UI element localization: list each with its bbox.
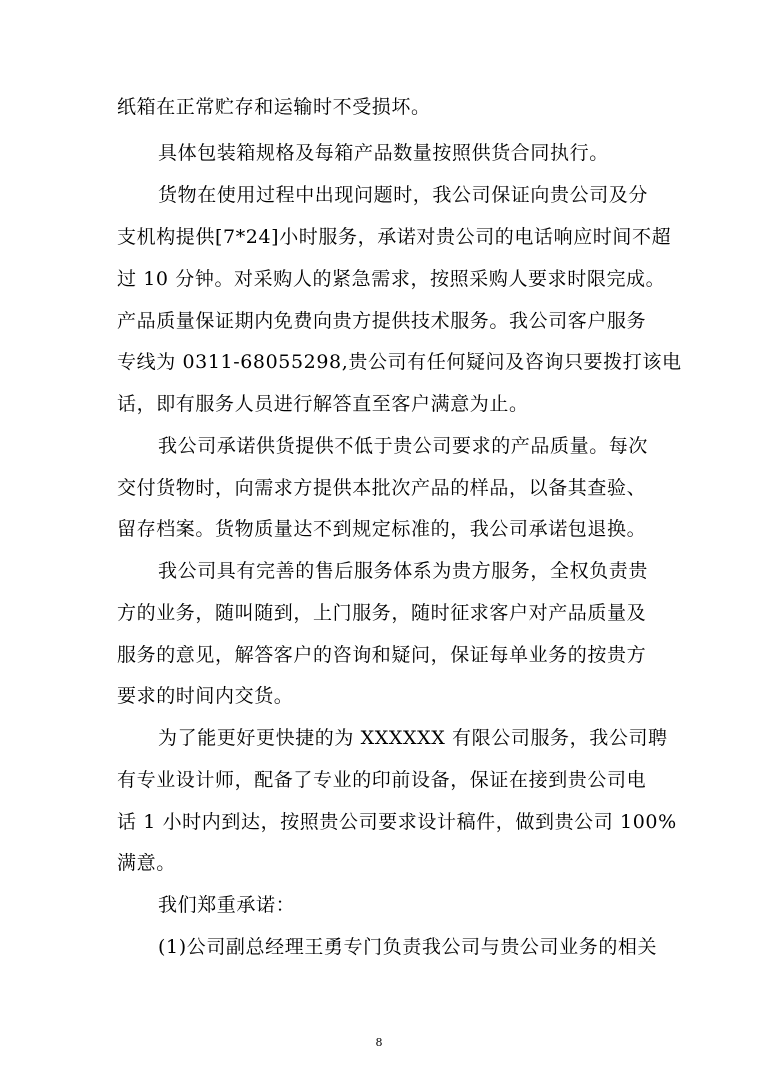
text-line-15: 要求的时间内交货。 xyxy=(117,685,294,707)
text-line-4: 支机构提供[7*24]小时服务，承诺对贵公司的电话响应时间不超 xyxy=(117,226,672,248)
text-line-10: 交付货物时，向需求方提供本批次产品的样品，以备其查验、 xyxy=(117,477,647,499)
text-line-12: 我公司具有完善的售后服务体系为贵方服务，全权负责贵 xyxy=(158,560,649,582)
text-line-16: 为了能更好更快捷的为 XXXXXX 有限公司服务，我公司聘 xyxy=(158,727,668,749)
text-line-7: 专线为 0311-68055298,贵公司有任何疑问及咨询只要拨打该电 xyxy=(117,351,682,373)
text-line-14: 服务的意见，解答客户的咨询和疑问，保证每单业务的按贵方 xyxy=(117,644,647,666)
text-line-9: 我公司承诺供货提供不低于贵公司要求的产品质量。每次 xyxy=(158,435,649,457)
text-line-17: 有专业设计师，配备了专业的印前设备，保证在接到贵公司电 xyxy=(117,769,647,791)
text-line-18: 话 1 小时内到达，按照贵公司要求设计稿件，做到贵公司 100% xyxy=(117,811,677,833)
text-line-5: 过 10 分钟。对采购人的紧急需求，按照采购人要求时限完成。 xyxy=(117,268,666,290)
text-line-2: 具体包装箱规格及每箱产品数量按照供货合同执行。 xyxy=(158,142,609,164)
text-line-8: 话，即有服务人员进行解答直至客户满意为止。 xyxy=(117,393,529,415)
text-line-19: 满意。 xyxy=(117,852,176,874)
text-line-3: 货物在使用过程中出现问题时，我公司保证向贵公司及分 xyxy=(158,184,649,206)
page-number: 8 xyxy=(375,1036,383,1049)
text-line-11: 留存档案。货物质量达不到规定标准的，我公司承诺包退换。 xyxy=(117,518,647,540)
text-line-6: 产品质量保证期内免费向贵方提供技术服务。我公司客户服务 xyxy=(117,310,647,332)
text-line-20: 我们郑重承诺： xyxy=(158,894,296,916)
text-line-13: 方的业务，随叫随到，上门服务，随时征求客户对产品质量及 xyxy=(117,602,647,624)
text-line-1: 纸箱在正常贮存和运输时不受损坏。 xyxy=(117,96,431,118)
text-line-21: (1)公司副总经理王勇专门负责我公司与贵公司业务的相关 xyxy=(158,936,658,958)
